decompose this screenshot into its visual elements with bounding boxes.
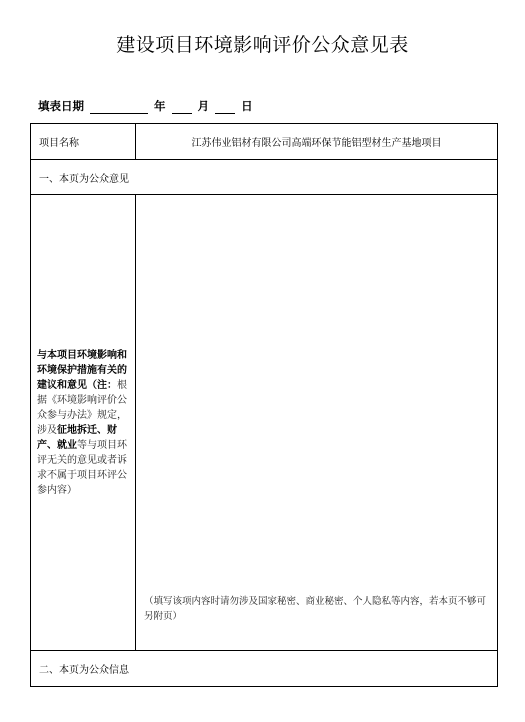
day-blank[interactable] (215, 101, 235, 114)
section-public-opinion: 一、本页为公众意见 (31, 160, 498, 195)
project-name-value: 江苏伟业铝材有限公司高端环保节能铝型材生产基地项目 (136, 124, 498, 160)
fill-date-row (38, 98, 255, 114)
opinion-note-prefix: （注： (87, 379, 117, 391)
opinion-label-main: 与本项目环境影响和环境保护措施有关的建议和意见 (37, 349, 127, 391)
year-blank[interactable] (90, 101, 148, 114)
opinion-note-text: 根据《环境影响评价公众参与办法》规定，涉及 (37, 379, 127, 436)
month-blank[interactable] (172, 101, 192, 114)
section-public-info: 二、本页为公众信息 (31, 651, 498, 687)
opinion-privacy-note: （填写该项内容时请勿涉及国家秘密、商业秘密、个人隐私等内容，若本页不够可另附页） (144, 596, 487, 622)
opinion-note-tail: 等与项目环评无关的意见或者诉求不属于项目环评公参内容） (37, 439, 127, 496)
opinion-input-area[interactable] (136, 195, 498, 651)
fill-date-label: 填表日期 (38, 99, 84, 113)
opinion-form-table (30, 123, 498, 687)
project-name-label: 项目名称 (31, 124, 136, 160)
day-unit: 日 (241, 99, 253, 113)
opinion-label-cell (31, 195, 136, 651)
year-unit: 年 (154, 99, 166, 113)
opinion-note-bold-terms: 征地拆迁、财产、就业 (37, 424, 117, 451)
form-title: 建设项目环境影响评价公众意见表 (116, 34, 409, 56)
month-unit: 月 (197, 99, 210, 113)
